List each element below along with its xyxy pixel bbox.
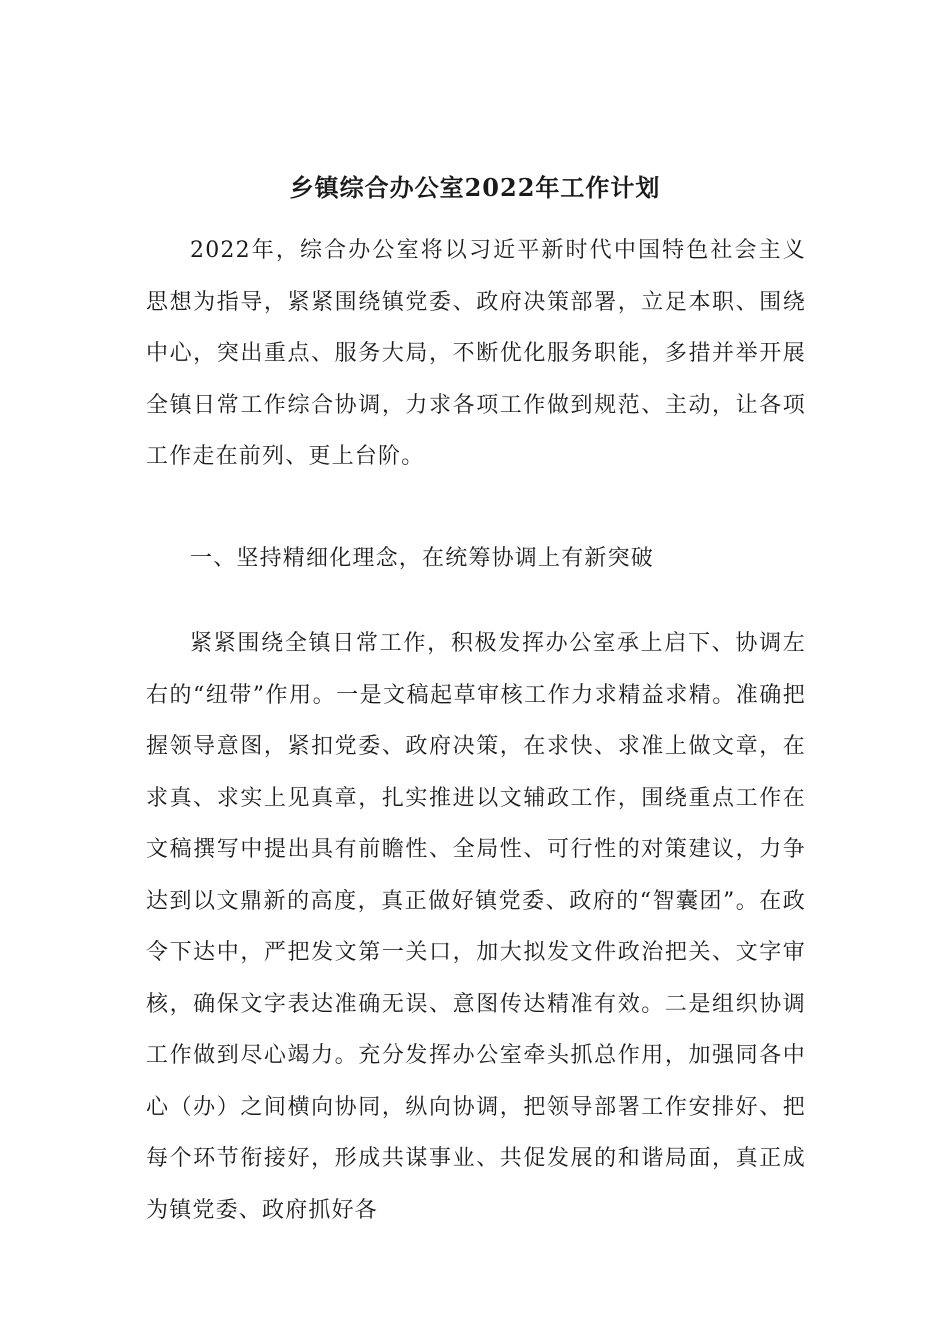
intro-paragraph: 2022年，综合办公室将以习近平新时代中国特色社会主义思想为指导，紧紧围绕镇党委、政府决策部署，立足本职、围绕中心，突出重点、服务大局，不断优化服务职能，多措并举开展全镇日常工作综合协调，力求各项工作做到规范、主动，让各项工作走在前列、更上台阶。 [146, 238, 806, 469]
document-title: 乡镇综合办公室2022年工作计划 [289, 173, 661, 202]
section-one-paragraph: 紧紧围绕全镇日常工作，积极发挥办公室承上启下、协调左右的“纽带”作用。一是文稿起草审核工作力求精益求精。准确把握领导意图，紧扣党委、政府决策，在求快、求准上做文章，在求真、求实上见真章，扎实推进以文辅政工作，围绕重点工作在文稿撰写中提出具有前瞻性、全局性、可行性的对策建议，力争达到以文鼎新的高度，真正做好镇党委、政府的“智囊团”。在政令下达中，严把发文第一关口，加大拟发文件政治把关、文字审核，确保文字表达准确无误、意图传达精准有效。二是组织协调工作做到尽心竭力。充分发挥办公室牵头抓总作用，加强同各中心（办）之间横向协同，纵向协调，把领导部署工作安排好、把每个环节衔接好，形成共谋事业、共促发展的和谐局面，真正成为镇党委、政府抓好各 [146, 631, 806, 1223]
section-one-heading: 一、坚持精细化理念，在统筹协调上有新突破 [190, 546, 655, 571]
